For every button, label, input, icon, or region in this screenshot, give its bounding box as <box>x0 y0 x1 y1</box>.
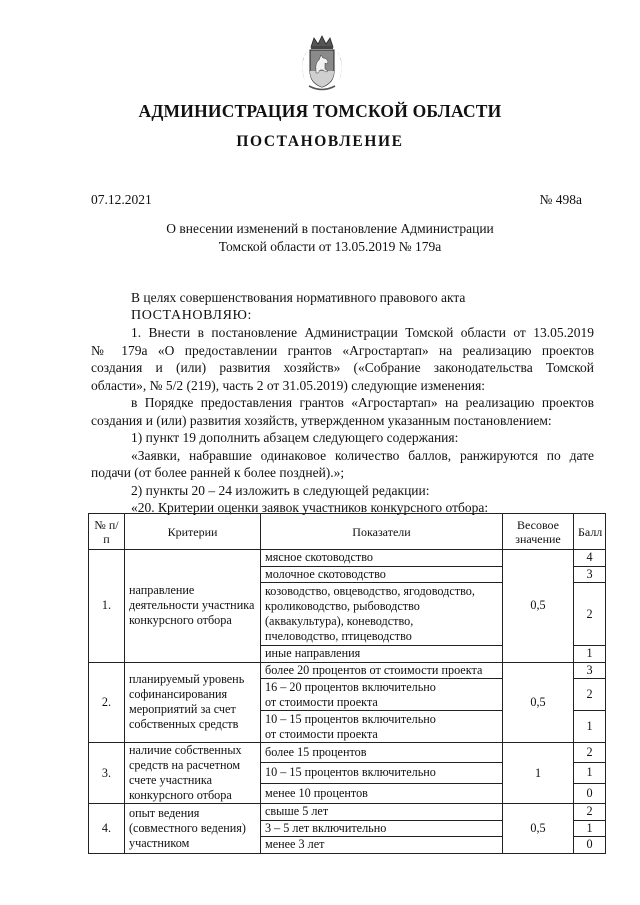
table-body <box>89 550 606 854</box>
document-type: ПОСТАНОВЛЕНИЕ <box>236 133 404 150</box>
indicator-line: от стоимости проекта <box>265 694 378 709</box>
table-row <box>89 550 606 567</box>
weight-cell: 1 <box>503 743 574 804</box>
indicator-cell <box>261 566 503 583</box>
indicator-cell <box>261 679 503 711</box>
indicator-cell <box>261 550 503 567</box>
indicator-line: свыше 5 лет <box>265 804 329 819</box>
tomsk-coat-of-arms-icon <box>297 33 347 91</box>
indicator-cell <box>261 711 503 743</box>
indicator-line: козоводство, овцеводство, ягодоводство, <box>265 584 475 598</box>
indicator-cell <box>261 646 503 663</box>
indicator-line: кролиководство, рыбоводство <box>265 599 420 613</box>
indicator-cell <box>261 820 503 837</box>
indicator-line: пчеловодство, птицеводство <box>265 629 412 643</box>
body-paragraph: создания и (или) развития хозяйств» («Собрание законодательства Томской <box>91 360 594 375</box>
table-header-row <box>89 514 606 550</box>
score-cell: 0 <box>574 783 606 803</box>
header-indicators: Показатели <box>261 514 503 550</box>
body-paragraph: создания и (или) развития хозяйств, утвержденном указанным постановлением: <box>91 412 552 428</box>
row-number: 3. <box>89 743 125 804</box>
body-paragraph: области», № 5/2 (219), часть 2 от 31.05.2019) следующие изменения: <box>91 377 486 393</box>
indicator-line: молочное скотоводство <box>265 566 386 581</box>
indicator-line: от стоимости проекта <box>265 726 378 741</box>
body-paragraph: В целях совершенствования нормативного правового акта <box>131 290 466 305</box>
criterion-cell: наличие собственных средств на расчетном счете участника конкурсного отбора <box>125 743 261 804</box>
indicator-line: 10 – 15 процентов включительно <box>265 711 436 726</box>
body-paragraph: «Заявки, набравшие одинаковое количество баллов, ранжируются по дате <box>131 447 594 463</box>
table-row <box>89 804 606 821</box>
indicator-cell <box>261 662 503 679</box>
score-cell: 4 <box>574 550 606 567</box>
subject-line: Томской области от 13.05.2019 № 179а <box>218 239 442 254</box>
score-cell: 3 <box>574 566 606 583</box>
score-cell: 2 <box>574 743 606 763</box>
organization-title: АДМИНИСТРАЦИЯ ТОМСКОЙ ОБЛАСТИ <box>138 101 502 121</box>
score-cell: 2 <box>574 583 606 646</box>
body-paragraph: «20. Критерии оценки заявок участников конкурсного отбора: <box>131 500 489 515</box>
table-row <box>89 743 606 763</box>
indicator-cell <box>261 743 503 763</box>
indicator-line: более 15 процентов <box>265 745 367 760</box>
score-cell: 2 <box>574 804 606 821</box>
table-row <box>89 662 606 679</box>
weight-cell: 0,5 <box>503 662 574 743</box>
weight-cell: 0,5 <box>503 550 574 663</box>
score-cell: 2 <box>574 679 606 711</box>
header-score: Балл <box>574 514 606 550</box>
header-num: № п/п <box>89 514 125 550</box>
body-paragraph: 1. Внести в постановление Администрации Томской области от 13.05.2019 <box>131 325 594 340</box>
criterion-cell: планируемый уровень софинансирования мероприятий за счет собственных средств <box>125 662 261 743</box>
body-paragraph: в Порядке предоставления грантов «Агростартап» на реализацию проектов <box>131 395 594 410</box>
score-cell: 1 <box>574 820 606 837</box>
body-paragraph: подачи (от более ранней к более поздней).»; <box>91 465 345 480</box>
body-paragraph: 1) пункт 19 дополнить абзацем следующего содержания: <box>131 430 459 445</box>
score-cell: 1 <box>574 763 606 783</box>
indicator-line: мясное скотоводство <box>265 550 373 565</box>
indicator-line: иные направления <box>265 646 361 661</box>
indicator-line: (аквакультура), коневодство, <box>265 614 414 628</box>
document-number: № 498а <box>539 192 582 207</box>
body-paragraph: ПОСТАНОВЛЯЮ: <box>131 307 253 323</box>
document-body <box>91 289 594 517</box>
indicator-cell <box>261 763 503 783</box>
indicator-cell <box>261 583 503 646</box>
body-paragraph: 2) пункты 20 – 24 изложить в следующей редакции: <box>131 482 430 498</box>
subject-line: О внесении изменений в постановление Администрации <box>166 221 494 236</box>
indicator-line: 10 – 15 процентов включительно <box>265 765 436 780</box>
indicator-line: 16 – 20 процентов включительно <box>265 679 436 694</box>
indicator-line: более 20 процентов от стоимости проекта <box>265 662 483 677</box>
weight-cell: 0,5 <box>503 804 574 854</box>
criterion-cell: направление деятельности участника конкурсного отбора <box>125 550 261 663</box>
criterion-cell: опыт ведения (совместного ведения) участником <box>125 804 261 854</box>
document-subject <box>120 220 540 256</box>
row-number: 4. <box>89 804 125 854</box>
score-cell: 1 <box>574 711 606 743</box>
indicator-line: менее 3 лет <box>265 837 325 852</box>
score-cell: 3 <box>574 662 606 679</box>
row-number: 2. <box>89 662 125 743</box>
indicator-cell <box>261 783 503 803</box>
score-cell: 0 <box>574 837 606 854</box>
indicator-line: менее 10 процентов <box>265 785 368 800</box>
header-criteria: Критерии <box>125 514 261 550</box>
body-paragraph: № 179а «О предоставлении грантов «Агростартап» на реализацию проектов <box>91 342 594 358</box>
indicator-cell <box>261 837 503 854</box>
criteria-table <box>88 513 606 854</box>
document-date: 07.12.2021 <box>91 192 152 207</box>
row-number: 1. <box>89 550 125 663</box>
indicator-line: 3 – 5 лет включительно <box>265 820 387 835</box>
indicator-cell <box>261 804 503 821</box>
header-weight: Весовое значение <box>503 514 574 550</box>
score-cell: 1 <box>574 646 606 663</box>
